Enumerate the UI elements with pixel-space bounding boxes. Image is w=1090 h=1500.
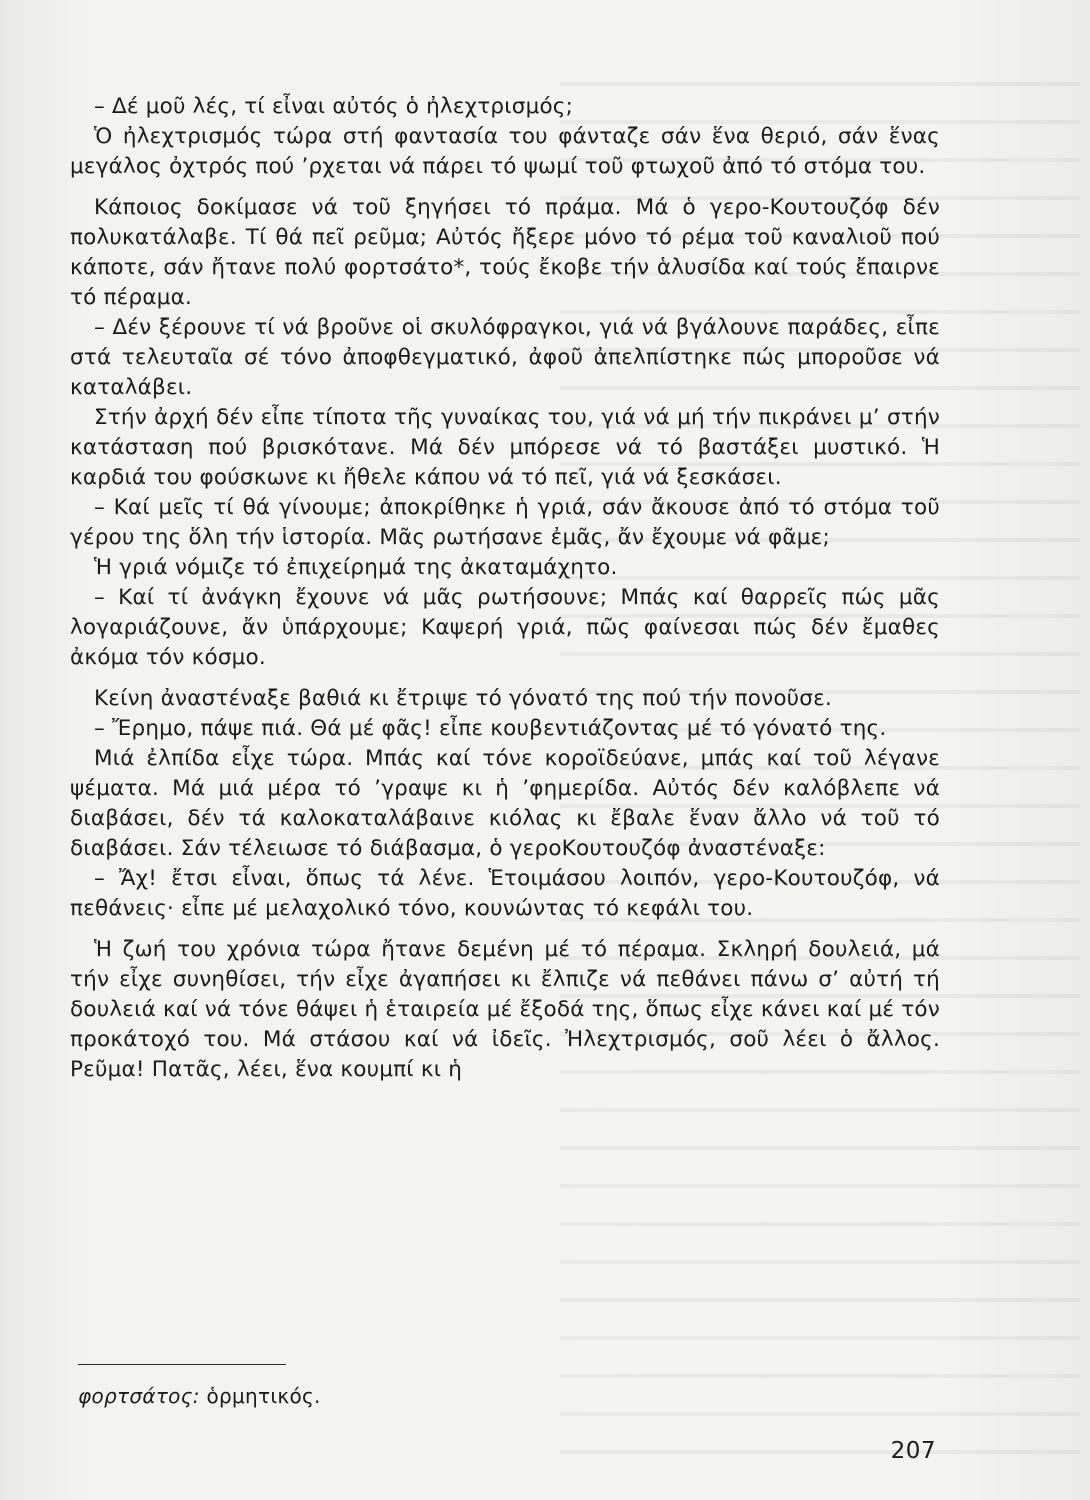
footnote-rule bbox=[78, 1364, 286, 1365]
paragraph-6: – Καί μεῖς τί θά γίνουμε; ἀποκρίθηκε ἡ γριά, σάν ἄκουσε ἀπό τό στόμα τοῦ γέρου της ὅλη τήν ἱστορία. Μᾶς ρωτήσανε ἐμᾶς, ἄν ἔχουμε νά φᾶμε; bbox=[70, 495, 940, 550]
paragraph-1: – Δέ μοῦ λές, τί εἶναι αὐτός ὁ ἠλεχτρισμός; bbox=[94, 94, 574, 119]
body-text bbox=[70, 92, 940, 1085]
paragraph-9: Κείνη ἀναστέναξε βαθιά κι ἔτριψε τό γόνατό της πού τήν πονοῦσε. bbox=[94, 686, 832, 711]
paragraph-7: Ἡ γριά νόμιζε τό ἐπιχείρημά της ἀκαταμάχητο. bbox=[94, 555, 618, 580]
paragraph-5: Στήν ἀρχή δέν εἶπε τίποτα τῆς γυναίκας του, γιά νά μή τήν πικράνει μ’ στήν κατάσταση πού βρισκότανε. Μά δέν μπόρεσε νά τό βαστάξει μυστικό. Ἡ καρδιά του φούσκωνε κι ἤθελε κάπου νά τό πεῖ, γιά νά ξεσκάσει. bbox=[70, 405, 940, 490]
paragraph-3: Κάποιος δοκίμασε νά τοῦ ξηγήσει τό πράμα. Μά ὁ γερο-Κουτουζόφ δέν πολυκατάλαβε. Τί θά πεῖ ρεῦμα; Αὐτός ἤξερε μόνο τό ρέμα τοῦ καναλιοῦ πού κάποτε, σάν ἤτανε πολύ φορτσάτο*, τούς ἔκοβε τήν ἁλυσίδα καί τούς ἔπαιρνε τό πέραμα. bbox=[70, 195, 940, 310]
paragraph-10: – Ἔρημο, πάψε πιά. Θά μέ φᾶς! εἶπε κουβεντιάζοντας μέ τό γόνατό της. bbox=[94, 716, 887, 741]
paragraph-2: Ὁ ἠλεχτρισμός τώρα στή φαντασία του φάνταζε σάν ἕνα θεριό, σάν ἕνας μεγάλος ὀχτρός πού ’ρχεται νά πάρει τό ψωμί τοῦ φτωχοῦ ἀπό τό στόμα του. bbox=[70, 124, 940, 179]
paragraph-4: – Δέν ξέρουνε τί νά βροῦνε οἱ σκυλόφραγκοι, γιά νά βγάλουνε παράδες, εἶπε στά τελευταῖα σέ τόνο ἀποφθεγματικό, ἀφοῦ ἀπελπίστηκε πώς μποροῦσε νά καταλάβει. bbox=[70, 315, 940, 400]
paragraph-11: Μιά ἐλπίδα εἶχε τώρα. Μπάς καί τόνε κοροϊδεύανε, μπάς καί τοῦ λέγανε ψέματα. Μά μιά μέρα τό ’γραψε κι ἡ ’φημερίδα. Αὐτός δέν καλόβλεπε νά διαβάσει, δέν τά καλοκαταλάβαινε κιόλας κι ἔβαλε ἕναν ἄλλο νά τοῦ τό διαβάσει. Σάν τέλειωσε τό διάβασμα, ὁ γεροΚουτουζόφ ἀναστέναξε: bbox=[70, 746, 940, 861]
footnote-term: φορτσάτος: bbox=[78, 1384, 200, 1408]
paragraph-12: – Ἄχ! ἔτσι εἶναι, ὅπως τά λένε. Ἑτοιμάσου λοιπόν, γερο-Κουτουζόφ, νά πεθάνεις· εἶπε μέ μελαχολικό τόνο, κουνώντας τό κεφάλι του. bbox=[70, 866, 940, 921]
paragraph-13: Ἡ ζωή του χρόνια τώρα ἤτανε δεμένη μέ τό πέραμα. Σκληρή δουλειά, μά τήν εἶχε συνηθίσει, τήν εἶχε ἀγαπήσει κι ἔλπιζε νά πεθάνει πάνω σ’ αὐτή τή δουλειά καί νά τόνε θάψει ἡ ἑταιρεία μέ ἔξοδά της, ὅπως εἶχε κάνει καί μέ τόν προκάτοχό του. Μά στάσου καί νά ἰδεῖς. Ἠλεχτρισμός, σοῦ λέει ὁ ἄλλος. Ρεῦμα! Πατᾶς, λέει, ἕνα κουμπί κι ἡ bbox=[70, 937, 940, 1082]
footnote bbox=[78, 1384, 321, 1408]
footnote-definition: ὁρμητικός. bbox=[206, 1384, 321, 1408]
paragraph-8: – Καί τί ἀνάγκη ἔχουνε νά μᾶς ρωτήσουνε; Μπάς καί θαρρεῖς πώς μᾶς λογαριάζουνε, ἄν ὑπάρχουμε; Καψερή γριά, πῶς φαίνεσαι πώς δέν ἔμαθες ἀκόμα τόν κόσμο. bbox=[70, 585, 940, 670]
page-number: 207 bbox=[890, 1438, 936, 1464]
